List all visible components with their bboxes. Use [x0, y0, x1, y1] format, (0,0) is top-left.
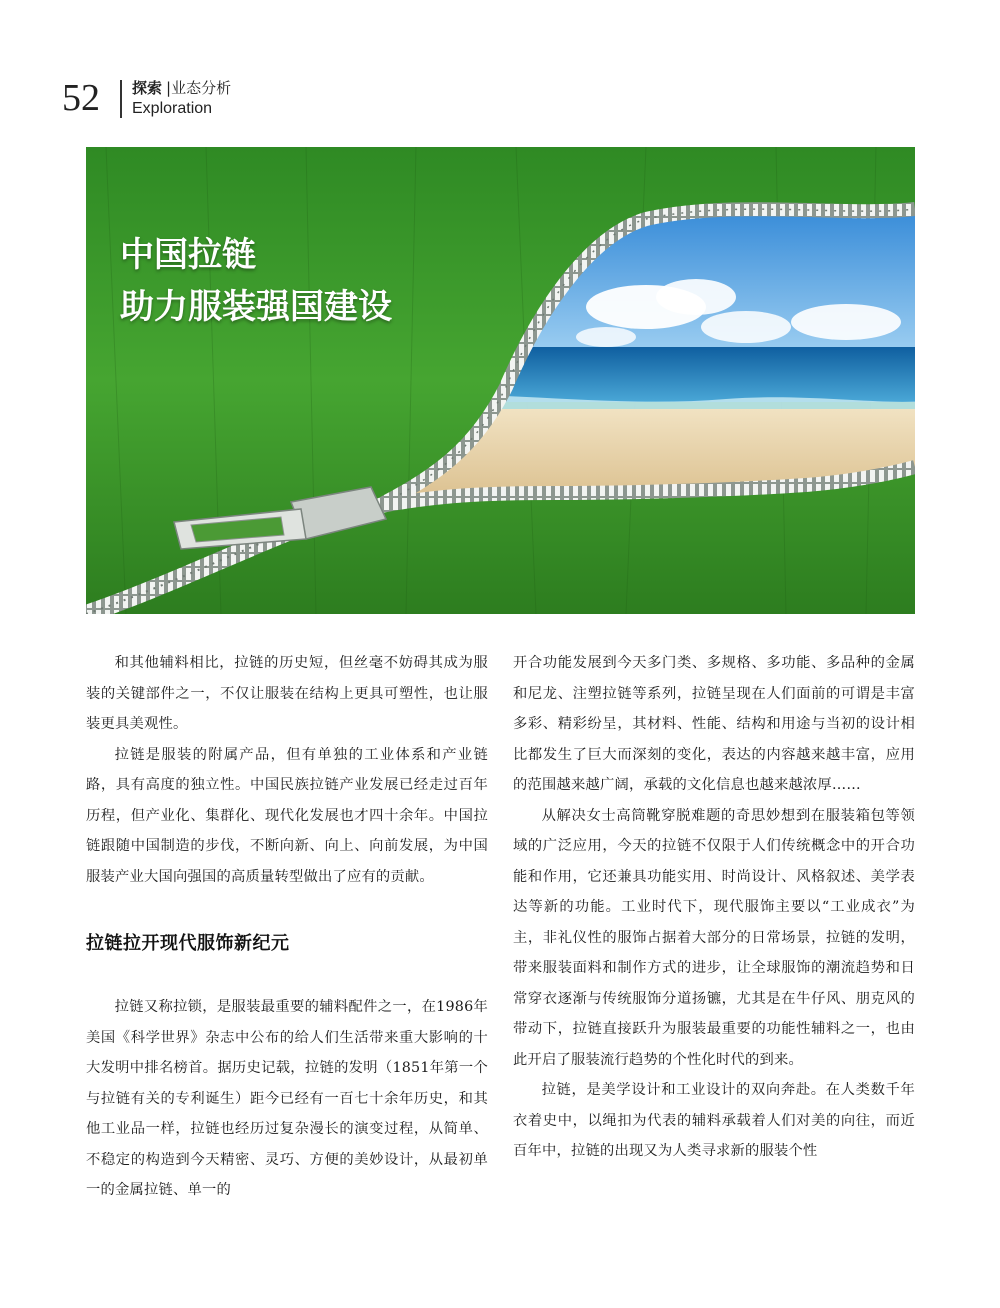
section-label	[132, 78, 231, 98]
section-name-en: Exploration	[132, 100, 213, 117]
header-divider	[120, 80, 122, 118]
section-name: 探索	[132, 79, 163, 97]
paragraph: 开合功能发展到今天多门类、多规格、多功能、多品种的金属和尼龙、注塑拉链等系列，拉链呈现在人们面前的可谓是丰富多彩、精彩纷呈，其材料、性能、结构和用途与当初的设计相比都发生了巨大而深刻的变化，表达的内容越来越丰富，应用的范围越来越广阔，承载的文化信息也越来越浓厚……	[513, 655, 915, 793]
article-column-left	[86, 648, 488, 1206]
paragraph: 和其他辅料相比，拉链的历史短，但丝毫不妨碍其成为服装的关键部件之一，不仅让服装在结构上更具可塑性，也让服装更具美观性。	[86, 655, 488, 732]
paragraph: 拉链是服装的附属产品，但有单独的工业体系和产业链路，具有高度的独立性。中国民族拉链产业发展已经走过百年历程，但产业化、集群化、现代化发展也才四十余年。中国拉链跟随中国制造的步伐，不断向新、向上、向前发展，为中国服装产业大国向强国的高质量转型做出了应有的贡献。	[86, 746, 488, 885]
paragraph: 从解决女士高筒靴穿脱难题的奇思妙想到在服装箱包等领域的广泛应用，今天的拉链不仅限于人们传统概念中的开合功能和作用，它还兼具功能实用、时尚设计、风格叙述、美学表达等新的功能。工业时代下，现代服饰主要以“工业成衣”为主，非礼仪性的服饰占据着大部分的日常场景，拉链的发明，带来服装面料和制作方式的进步，让全球服饰的潮流趋势和日常穿衣逐渐与传统服饰分道扬镳，尤其是在牛仔风、朋克风的带动下，拉链直接跃升为服装最重要的功能性辅料之一，也由此开启了服装流行趋势的个性化时代的到来。	[513, 807, 915, 1068]
section-heading: 拉链拉开现代服饰新纪元	[86, 933, 290, 954]
hero-title-line1: 中国拉链	[120, 235, 256, 275]
hero-title	[120, 229, 392, 333]
subsection-name: |业态分析	[166, 79, 232, 97]
paragraph: 拉链，是美学设计和工业设计的双向奔赴。在人类数千年衣着史中，以绳扣为代表的辅料承载着人们对美的向往，而近百年中，拉链的出现又为人类寻求新的服装个性	[513, 1082, 915, 1159]
paragraph: 拉链又称拉锁，是服装最重要的辅料配件之一，在1986年美国《科学世界》杂志中公布的给人们生活带来重大影响的十大发明中排名榜首。据历史记载，拉链的发明（1851年第一个与拉链有关的专利诞生）距今已经有一百七十余年历史，和其他工业品一样，拉链也经历过复杂漫长的演变过程，从简单、不稳定的构造到今天精密、灵巧、方便的美妙设计，从最初单一的金属拉链、单一的	[86, 999, 488, 1198]
hero-title-line2: 助力服装强国建设	[120, 287, 392, 327]
hero-image	[86, 147, 915, 614]
zipper-beach-illustration	[86, 147, 915, 614]
page-number: 52	[62, 77, 100, 119]
article-column-right	[513, 648, 915, 1167]
